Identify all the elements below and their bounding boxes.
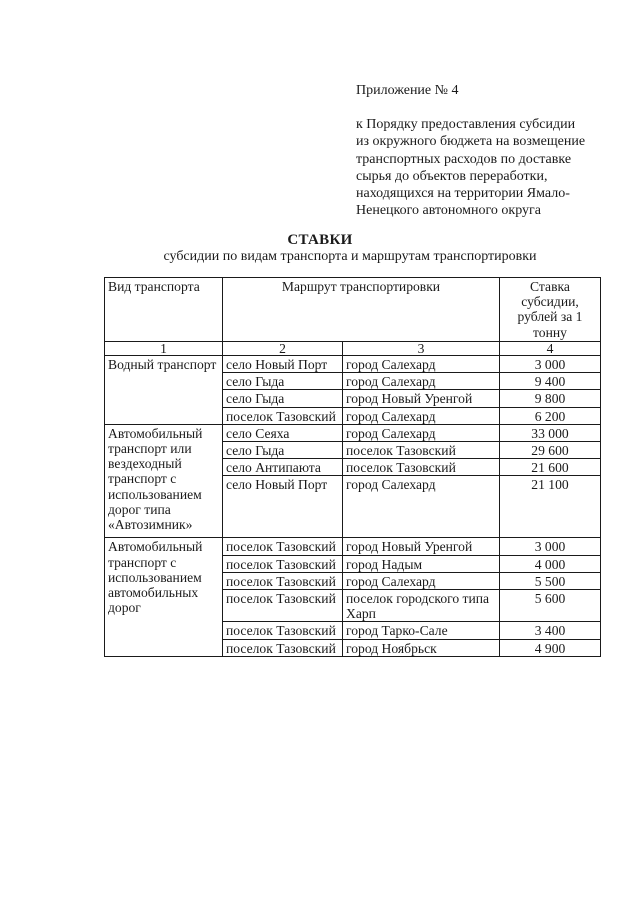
annex-line: из окружного бюджета на возмещение [356, 134, 586, 150]
route-from-cell: поселок Тазовский [223, 590, 343, 622]
route-to-cell: город Новый Уренгой [343, 390, 500, 407]
route-to-cell: город Тарко-Сале [343, 622, 500, 639]
header-route: Маршрут транспортировки [223, 278, 500, 342]
rate-cell: 4 000 [500, 555, 601, 572]
route-to-cell: город Салехард [343, 476, 500, 538]
transport-type-cell: Водный транспорт [105, 356, 223, 425]
route-from-cell: село Гыда [223, 442, 343, 459]
route-from-cell: поселок Тазовский [223, 572, 343, 589]
header-rate: Ставка субсидии, рублей за 1 тонну [500, 278, 601, 342]
rate-cell: 3 000 [500, 356, 601, 373]
table-header-row [105, 278, 601, 342]
route-from-cell: поселок Тазовский [223, 555, 343, 572]
route-to-cell: город Салехард [343, 572, 500, 589]
route-from-cell: село Новый Порт [223, 476, 343, 538]
route-from-cell: поселок Тазовский [223, 538, 343, 555]
transport-type-cell: Автомобильный транспорт с использованием автомобильных дорог [105, 538, 223, 656]
route-to-cell: город Ноябрьск [343, 639, 500, 656]
document-subtitle: субсидии по видам транспорта и маршрутам транспортировки [163, 249, 537, 264]
route-to-cell: город Салехард [343, 407, 500, 424]
table-row [105, 538, 601, 555]
column-number: 2 [223, 342, 343, 356]
column-number: 4 [500, 342, 601, 356]
rate-cell: 5 600 [500, 590, 601, 622]
route-to-cell: поселок городского типа Харп [343, 590, 500, 622]
column-number-row [105, 342, 601, 356]
column-number: 1 [105, 342, 223, 356]
route-from-cell: село Сеяха [223, 424, 343, 441]
route-to-cell: город Новый Уренгой [343, 538, 500, 555]
rate-cell: 3 400 [500, 622, 601, 639]
rate-cell: 3 000 [500, 538, 601, 555]
annex-line: сырья до объектов переработки, [356, 168, 548, 184]
header-transport-type: Вид транспорта [105, 278, 223, 342]
route-to-cell: город Салехард [343, 373, 500, 390]
transport-type-cell: Автомобильный транспорт или вездеходный транспорт с использованием дорог типа «Автозимник» [105, 424, 223, 538]
rate-cell: 21 100 [500, 476, 601, 538]
rate-cell: 29 600 [500, 442, 601, 459]
rate-cell: 5 500 [500, 572, 601, 589]
route-to-cell: город Надым [343, 555, 500, 572]
route-from-cell: поселок Тазовский [223, 639, 343, 656]
rate-cell: 9 400 [500, 373, 601, 390]
route-from-cell: село Антипаюта [223, 459, 343, 476]
rates-table [104, 277, 601, 657]
annex-line: к Порядку предоставления субсидии [356, 117, 576, 133]
route-to-cell: город Салехард [343, 356, 500, 373]
route-from-cell: поселок Тазовский [223, 407, 343, 424]
annex-line: находящихся на территории Ямало- [356, 186, 570, 202]
rate-cell: 33 000 [500, 424, 601, 441]
route-to-cell: поселок Тазовский [343, 459, 500, 476]
table-row [105, 356, 601, 373]
rate-cell: 4 900 [500, 639, 601, 656]
rate-cell: 21 600 [500, 459, 601, 476]
route-from-cell: село Новый Порт [223, 356, 343, 373]
rate-cell: 6 200 [500, 407, 601, 424]
annex-block [356, 82, 626, 219]
annex-line: транспортных расходов по доставке [356, 151, 572, 167]
route-to-cell: поселок Тазовский [343, 442, 500, 459]
rate-cell: 9 800 [500, 390, 601, 407]
annex-line: Ненецкого автономного округа [356, 203, 541, 219]
route-from-cell: село Гыда [223, 390, 343, 407]
route-from-cell: поселок Тазовский [223, 622, 343, 639]
annex-number: Приложение № 4 [356, 83, 459, 98]
route-to-cell: город Салехард [343, 424, 500, 441]
document-title: СТАВКИ [287, 232, 353, 248]
table-row [105, 424, 601, 441]
column-number: 3 [343, 342, 500, 356]
route-from-cell: село Гыда [223, 373, 343, 390]
